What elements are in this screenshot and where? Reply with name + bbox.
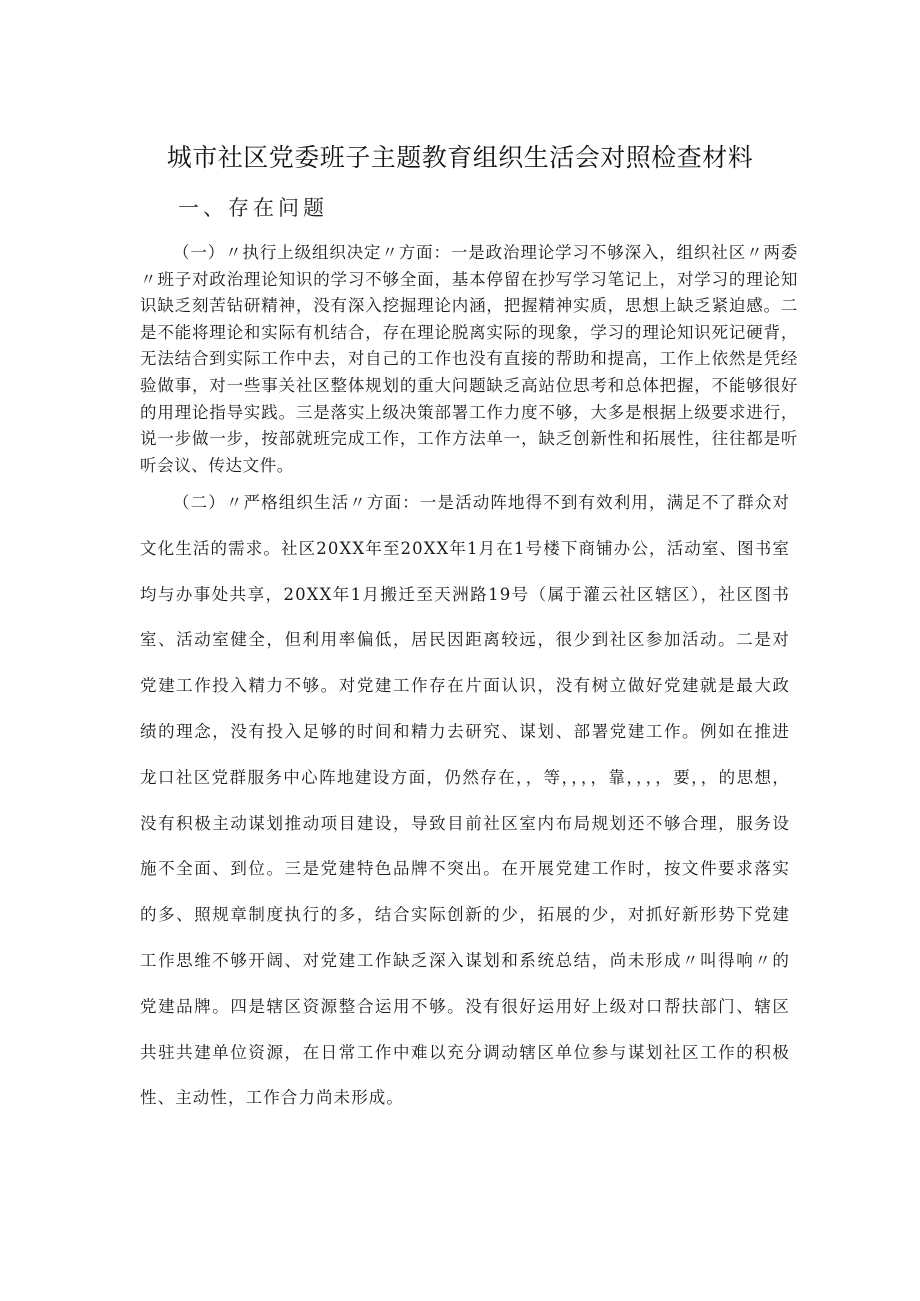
section-heading: 一、存在问题: [178, 196, 328, 220]
paragraph-2: （二）〃严格组织生活〃方面：一是活动阵地得不到有效利用，满足不了群众对文化生活的需求。社区20XX年至20XX年1月在1号楼下商铺办公，活动室、图书室均与办事处共享，20XX年1月搬迁至天洲路19号（属于灌云社区辖区），社区图书室、活动室健全，但利用率偏低，居民因距离较远，很少到社区参加活动。二是对党建工作投入精力不够。对党建工作存在片面认识，没有树立做好党建就是最大政绩的理念，没有投入足够的时间和精力去研究、谋划、部署党建工作。例如在推进龙口社区党群服务中心阵地建设方面，仍然存在，，等，，，，靠，，，，要，，的思想，没有积极主动谋划推动项目建设，导致目前社区室内布局规划还不够合理，服务设施不全面、到位。三是党建特色品牌不突出。在开展党建工作时，按文件要求落实的多、照规章制度执行的多，结合实际创新的少，拓展的少，对抓好新形势下党建工作思维不够开阔、对党建工作缺乏深入谋划和系统总结，尚未形成〃叫得响〃的党建品牌。四是辖区资源整合运用不够。没有很好运用好上级对口帮扶部门、辖区共驻共建单位资源，在日常工作中难以充分调动辖区单位参与谋划社区工作的积极性、主动性，工作合力尚未形成。: [140, 493, 790, 1108]
paragraph-1: （一）〃执行上级组织决定〃方面：一是政治理论学习不够深入，组织社区〃两委〃班子对政治理论知识的学习不够全面，基本停留在抄写学习笔记上，对学习的理论知识缺乏刻苦钻研精神，没有深入挖掘理论内涵，把握精神实质，思想上缺乏紧迫感。二是不能将理论和实际有机结合，存在理论脱离实际的现象，学习的理论知识死记硬背，无法结合到实际工作中去，对自己的工作也没有直接的帮助和提高，工作上依然是凭经验做事，对一些事关社区整体规划的重大问题缺乏高站位思考和总体把握，不能够很好的用理论指导实践。三是落实上级决策部署工作力度不够，大多是根据上级要求进行，说一步做一步，按部就班完成工作，工作方法单一，缺乏创新性和拓展性，往往都是听听会议、传达文件。: [140, 243, 798, 475]
document-title: 城市社区党委班子主题教育组织生活会对照检查材料: [166, 143, 754, 172]
